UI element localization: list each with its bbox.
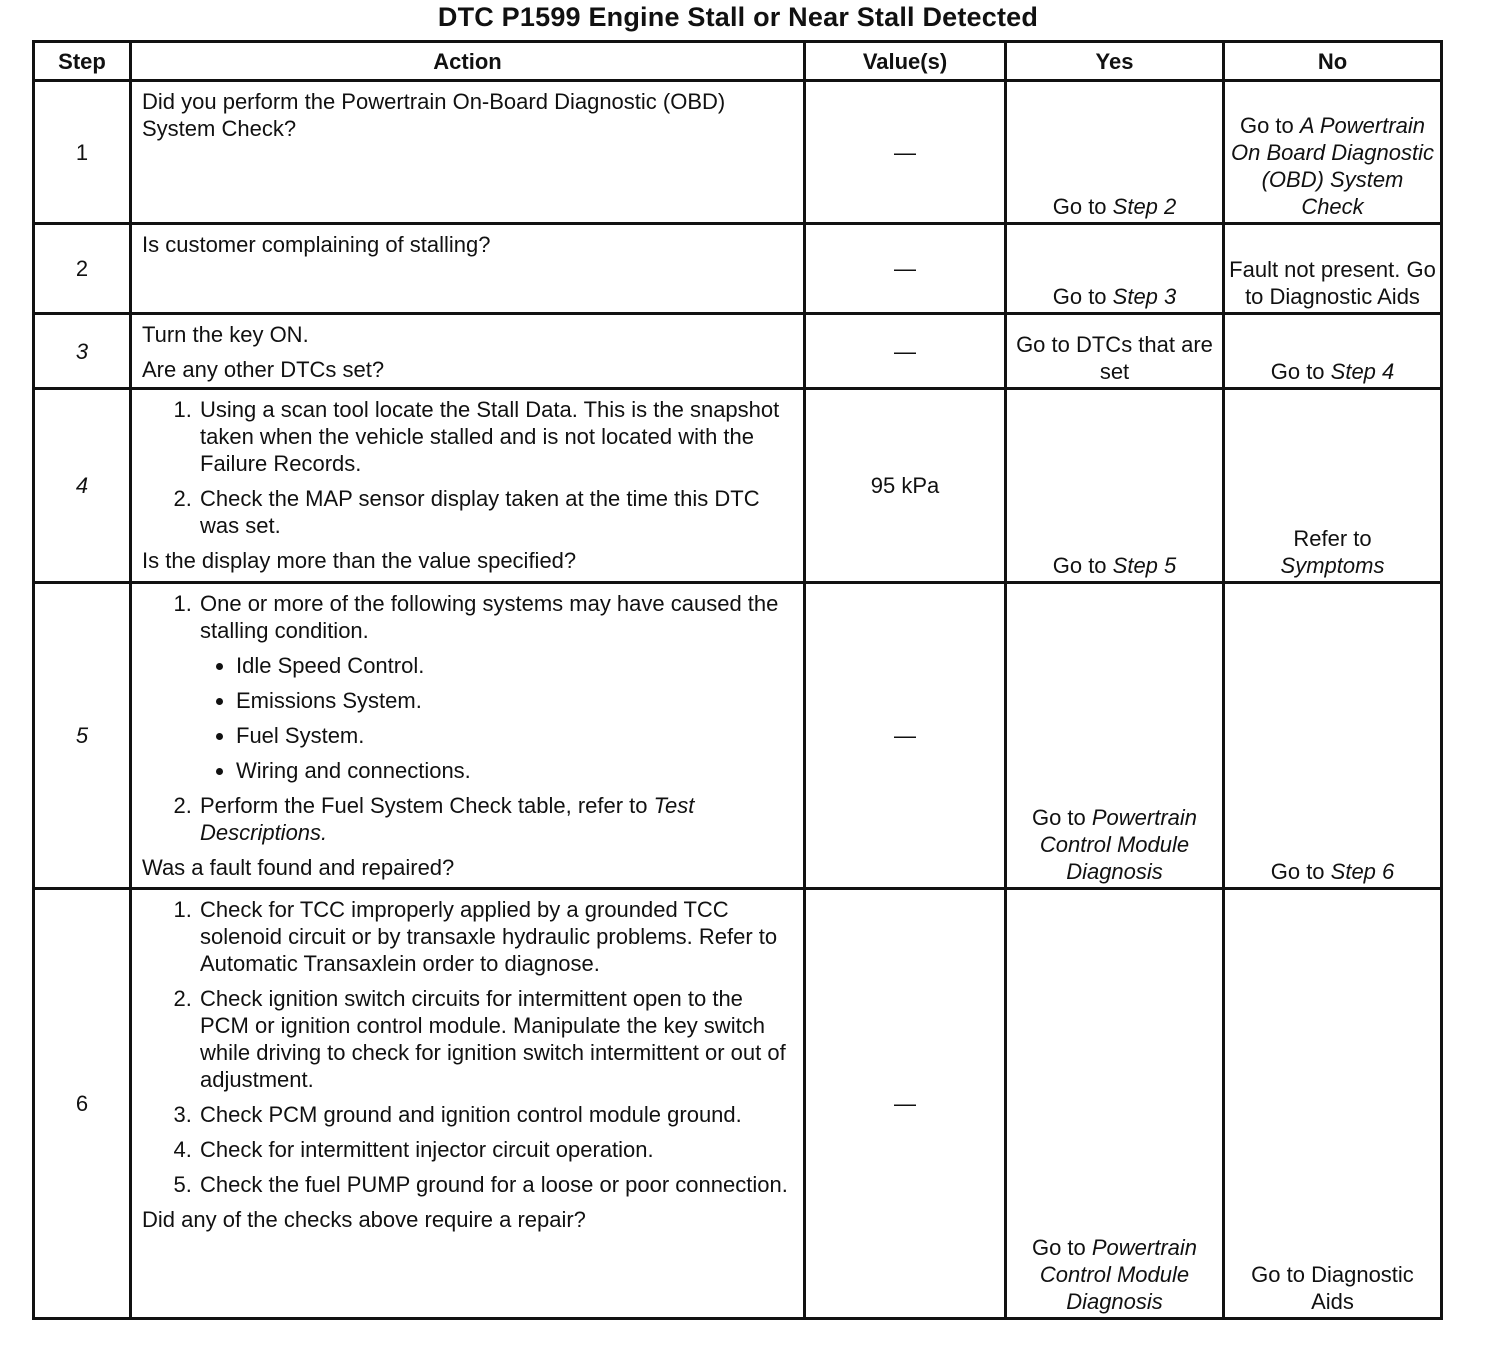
no-cell	[1224, 81, 1442, 224]
yes-pcm-diagnosis-link[interactable]: Powertrain Control Module Diagnosis	[1039, 1235, 1198, 1314]
step-number: 6	[34, 889, 131, 1319]
list-item: 1. Check for TCC improperly applied by a grounded TCC solenoid circuit or by transaxle hydraulic problems. Refer to Automatic Transaxlein order to diagnose.	[198, 896, 793, 977]
bullet-item: • Emissions System.	[236, 687, 793, 714]
step-number: 2	[34, 224, 131, 314]
yes-prefix: Go to	[1052, 553, 1113, 578]
no-cell	[1224, 314, 1442, 389]
no-prefix: Refer to	[1293, 526, 1372, 551]
diagnostic-table	[32, 40, 1443, 1320]
header-action: Action	[131, 42, 805, 81]
yes-step-link[interactable]: Step 5	[1112, 553, 1177, 578]
action-cell	[131, 224, 805, 314]
list-item: 3. Check PCM ground and ignition control module ground.	[198, 1101, 793, 1128]
table-row-step-6	[34, 889, 1442, 1319]
action-instruction: Turn the key ON.	[142, 322, 309, 347]
list-item-text: Perform the Fuel System Check table, refer to	[200, 793, 654, 818]
value-cell: —	[805, 81, 1006, 224]
list-item	[198, 590, 793, 784]
yes-prefix: Go to	[1031, 805, 1092, 830]
page-title: DTC P1599 Engine Stall or Near Stall Detected	[437, 2, 1039, 32]
value-cell: 95 kPa	[805, 389, 1006, 583]
list-item: 2. Check ignition switch circuits for intermittent open to the PCM or ignition control module. Manipulate the key switch while driving to check for ignition switch intermittent or out of adjustment.	[198, 985, 793, 1093]
value-cell: —	[805, 314, 1006, 389]
action-cell	[131, 583, 805, 889]
yes-step-link[interactable]: Step 3	[1112, 284, 1177, 309]
no-step-link[interactable]: Step 4	[1330, 359, 1395, 384]
header-yes: Yes	[1006, 42, 1224, 81]
action-cell	[131, 314, 805, 389]
step-number: 4	[34, 389, 131, 583]
action-steps-list	[142, 896, 793, 1198]
value-cell: —	[805, 224, 1006, 314]
action-question: Did any of the checks above require a repair?	[142, 1207, 586, 1232]
table-row-step-5	[34, 583, 1442, 889]
step-number: 3	[34, 314, 131, 389]
yes-prefix: Go to	[1031, 1235, 1092, 1260]
header-values: Value(s)	[805, 42, 1006, 81]
yes-cell	[1006, 583, 1224, 889]
action-steps-list	[142, 590, 793, 846]
yes-cell	[1006, 224, 1224, 314]
no-cell: Fault not present. Go to Diagnostic Aids	[1224, 224, 1442, 314]
no-cell: Go to Diagnostic Aids	[1224, 889, 1442, 1319]
no-prefix: Go to	[1239, 113, 1300, 138]
no-symptoms-link[interactable]: Symptoms	[1280, 553, 1385, 578]
action-cell	[131, 81, 805, 224]
bullet-item: • Idle Speed Control.	[236, 652, 793, 679]
step-number: 5	[34, 583, 131, 889]
yes-prefix: Go to	[1052, 284, 1113, 309]
no-step-link[interactable]: Step 6	[1330, 859, 1395, 884]
table-row-step-2	[34, 224, 1442, 314]
systems-bullet-list	[200, 652, 793, 784]
list-item: 2. Check the MAP sensor display taken at the time this DTC was set.	[198, 485, 793, 539]
no-cell	[1224, 583, 1442, 889]
step-number: 1	[34, 81, 131, 224]
no-prefix: Go to	[1270, 359, 1331, 384]
list-item: 5. Check the fuel PUMP ground for a loose or poor connection.	[198, 1171, 793, 1198]
no-obd-check-link[interactable]: A Powertrain On Board Diagnostic (OBD) System Check	[1231, 113, 1434, 219]
test-descriptions-link[interactable]: Test Descriptions.	[200, 793, 695, 845]
no-prefix: Go to	[1270, 859, 1331, 884]
action-question: Is the display more than the value specified?	[142, 548, 577, 573]
yes-cell	[1006, 889, 1224, 1319]
bullet-item: • Wiring and connections.	[236, 757, 793, 784]
table-row-step-3	[34, 314, 1442, 389]
yes-cell	[1006, 389, 1224, 583]
action-question: Are any other DTCs set?	[142, 357, 385, 382]
yes-pcm-diagnosis-link[interactable]: Powertrain Control Module Diagnosis	[1039, 805, 1198, 884]
table-header-row	[34, 42, 1442, 81]
header-step: Step	[34, 42, 131, 81]
table-row-step-4	[34, 389, 1442, 583]
list-item: 1. Using a scan tool locate the Stall Data. This is the snapshot taken when the vehicle stalled and is not located with the Failure Records.	[198, 396, 793, 477]
yes-step-link[interactable]: Step 2	[1112, 194, 1177, 219]
yes-cell	[1006, 81, 1224, 224]
action-question: Is customer complaining of stalling?	[142, 232, 491, 257]
table-row-step-1	[34, 81, 1442, 224]
value-cell: —	[805, 889, 1006, 1319]
bullet-item: • Fuel System.	[236, 722, 793, 749]
action-question: Was a fault found and repaired?	[142, 855, 455, 880]
action-cell	[131, 389, 805, 583]
list-item-text: One or more of the following systems may have caused the stalling condition.	[200, 591, 779, 643]
yes-prefix: Go to	[1052, 194, 1113, 219]
no-cell	[1224, 389, 1442, 583]
action-cell	[131, 889, 805, 1319]
action-steps-list	[142, 396, 793, 539]
list-item: 4. Check for intermittent injector circuit operation.	[198, 1136, 793, 1163]
list-item	[198, 792, 793, 846]
value-cell: —	[805, 583, 1006, 889]
yes-cell: Go to DTCs that are set	[1006, 314, 1224, 389]
action-question: Did you perform the Powertrain On-Board Diagnostic (OBD) System Check?	[142, 89, 726, 141]
header-no: No	[1224, 42, 1442, 81]
